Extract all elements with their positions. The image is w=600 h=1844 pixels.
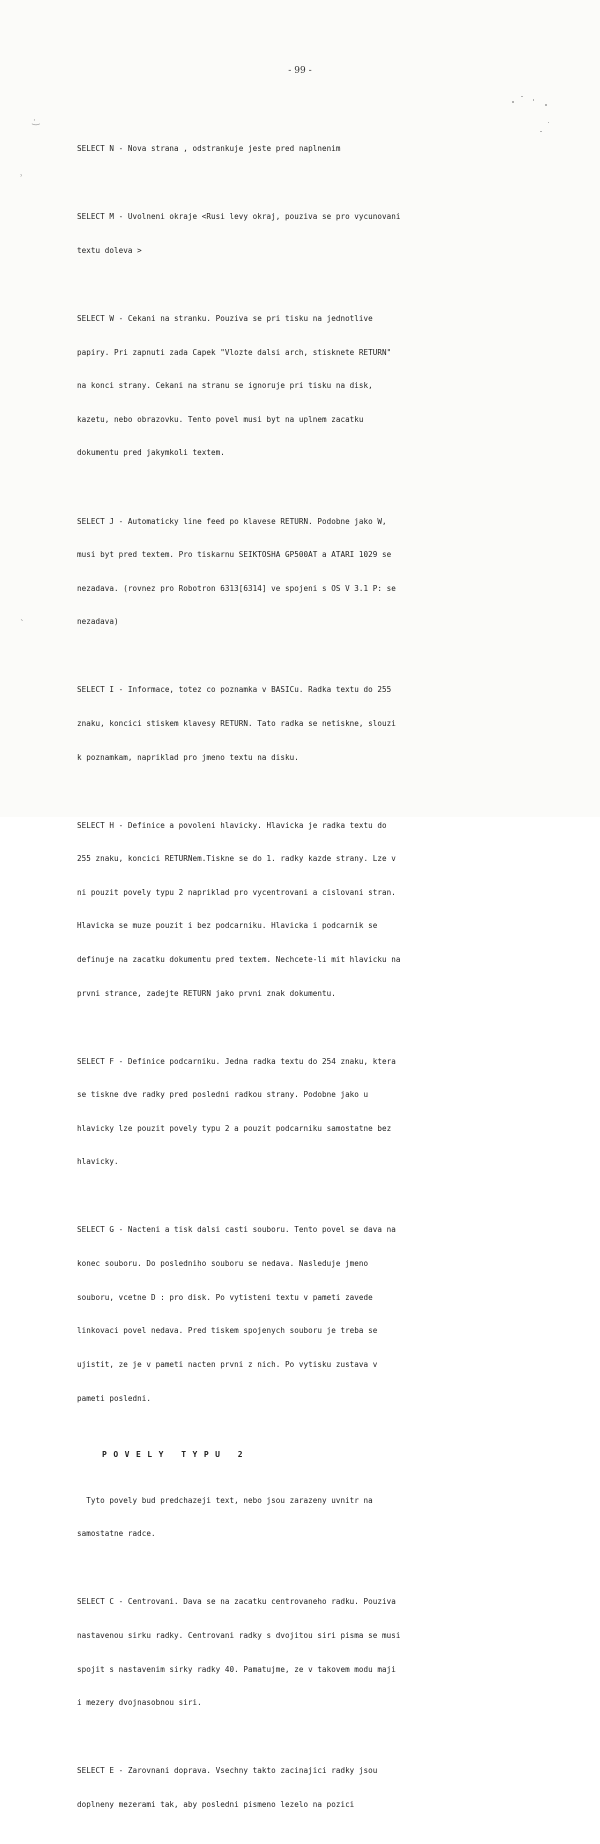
text-line: dokumentu pred jakymkoli textem. (77, 448, 225, 458)
scan-speck (533, 99, 534, 101)
text-line: nezadava) (77, 617, 119, 627)
paragraph-select-e (77, 1743, 527, 1833)
text-line: prvni strance, zadejte RETURN jako prvni znak dokumentu. (77, 988, 336, 998)
section-heading: POVELY TYPU 2 (102, 1450, 250, 1460)
text-line: spojit s nastavenim sirky radky 40. Pamatujme, ze v takovem modu maji (77, 1664, 396, 1674)
paragraph-select-m (77, 189, 527, 279)
text-line: konec souboru. Do posledniho souboru se nedava. Nasleduje jmeno (77, 1259, 369, 1269)
text-line: SELECT I - Informace, totez co poznamka v BASICu. Radka textu do 255 (77, 685, 392, 695)
text-line: nezadava. (rovnez pro Robotron 6313[6314] ve spojeni s OS V 3.1 P: se (77, 583, 396, 593)
text-line: se tiskne dve radky pred posledni radkou strany. Podobne jako u (77, 1090, 369, 1100)
margin-speck-mark: ʾ (20, 174, 23, 184)
text-line: hlavicky lze pouzit povely typu 2 a pouzit podcarniku samostatne bez (77, 1123, 392, 1133)
text-line: ujistit, ze je v pameti nacten prvni z nich. Po vytisku zustava v (77, 1359, 378, 1369)
text-line: SELECT G - Nacteni a tisk dalsi casti souboru. Tento povel se dava na (77, 1225, 396, 1235)
text-line: k poznamkam, napriklad pro jmeno textu na disku. (77, 752, 299, 762)
text-line: SELECT F - Definice podcarniku. Jedna radka textu do 254 znaku, ktera (77, 1056, 396, 1066)
text-line: linkovaci povel nedava. Pred tiskem spojenych souboru je treba se (77, 1326, 378, 1336)
margin-speck-mark: ˎ (20, 612, 25, 622)
paragraph-select-i (77, 662, 527, 785)
scan-speck (545, 104, 547, 106)
scan-speck (512, 101, 514, 103)
text-line: doplneny mezerami tak, aby posledni pismeno lezelo na pozici (77, 1799, 355, 1809)
text-line: SELECT M - Uvolneni okraje <Rusi levy okraj, pouziva se pro vycunovani (77, 212, 401, 222)
paragraph-intro-type-2 (77, 1472, 527, 1562)
margin-speck-mark: ·͜ (33, 116, 36, 126)
text-line: SELECT N - Nova strana , odstrankuje jeste pred naplnenim (77, 144, 341, 154)
text-line: musi byt pred textem. Pro tiskarnu SEIKTOSHA GP500AT a ATARI 1029 se (77, 550, 392, 560)
text-line: samostatne radce. (77, 1529, 156, 1539)
text-line: znaku, koncici stiskem klavesy RETURN. Tato radka se netiskne, slouzi (77, 718, 396, 728)
paragraph-select-c (77, 1574, 527, 1731)
scan-speck (521, 96, 523, 97)
document-body (77, 121, 527, 1844)
text-line: nastavenou sirku radky. Centrovani radky s dvojitou siri pisma se musi (77, 1630, 401, 1640)
text-line: definuje na zacatku dokumentu pred textem. Nechcete-li mit hlavicku na (77, 955, 401, 965)
scan-speck (540, 131, 542, 132)
text-line: i mezery dvojnasobnou siri. (77, 1698, 202, 1708)
text-line: SELECT W - Cekani na stranku. Pouziva se pri tisku na jednotlive (77, 314, 373, 324)
text-line: Tyto povely bud predchazeji text, nebo jsou zarazeny uvnitr na (77, 1495, 373, 1505)
paragraph-select-g (77, 1202, 527, 1426)
paragraph-select-h (77, 797, 527, 1021)
page-number: - 99 - (288, 66, 312, 76)
scan-speck (548, 122, 549, 123)
text-line: SELECT C - Centrovani. Dava se na zacatku centrovaneho radku. Pouziva (77, 1597, 396, 1607)
text-line: SELECT J - Automaticky line feed po klavese RETURN. Podobne jako W, (77, 516, 387, 526)
text-line: kazetu, nebo obrazovku. Tento povel musi byt na uplnem zacatku (77, 414, 364, 424)
paragraph-select-n (77, 121, 527, 177)
text-line: papiry. Pri zapnuti zada Capek "Vlozte dalsi arch, stisknete RETURN" (77, 347, 392, 357)
text-line: Hlavicka se muze pouzit i bez podcarniku. Hlavicka i podcarnik se (77, 921, 378, 931)
paragraph-select-j (77, 493, 527, 650)
text-line: ni pouzit povely typu 2 napriklad pro vycentrovani a cislovani stran. (77, 887, 396, 897)
text-line: souboru, vcetne D : pro disk. Po vytisteni textu v pameti zavede (77, 1292, 373, 1302)
text-line: textu doleva > (77, 246, 142, 256)
text-line: pameti posledni. (77, 1393, 151, 1403)
paragraph-select-f (77, 1033, 527, 1190)
text-line: na konci strany. Cekani na stranu se ignoruje pri tisku na disk, (77, 381, 373, 391)
text-line: 255 znaku, koncici RETURNem.Tiskne se do 1. radky kazde strany. Lze v (77, 854, 396, 864)
text-line: hlavicky. (77, 1157, 119, 1167)
paragraph-select-w (77, 291, 527, 481)
text-line: SELECT E - Zarovnani doprava. Vsechny takto zacinajici radky jsou (77, 1766, 378, 1776)
text-line: SELECT H - Definice a povoleni hlavicky. Hlavicka je radka textu do (77, 820, 387, 830)
